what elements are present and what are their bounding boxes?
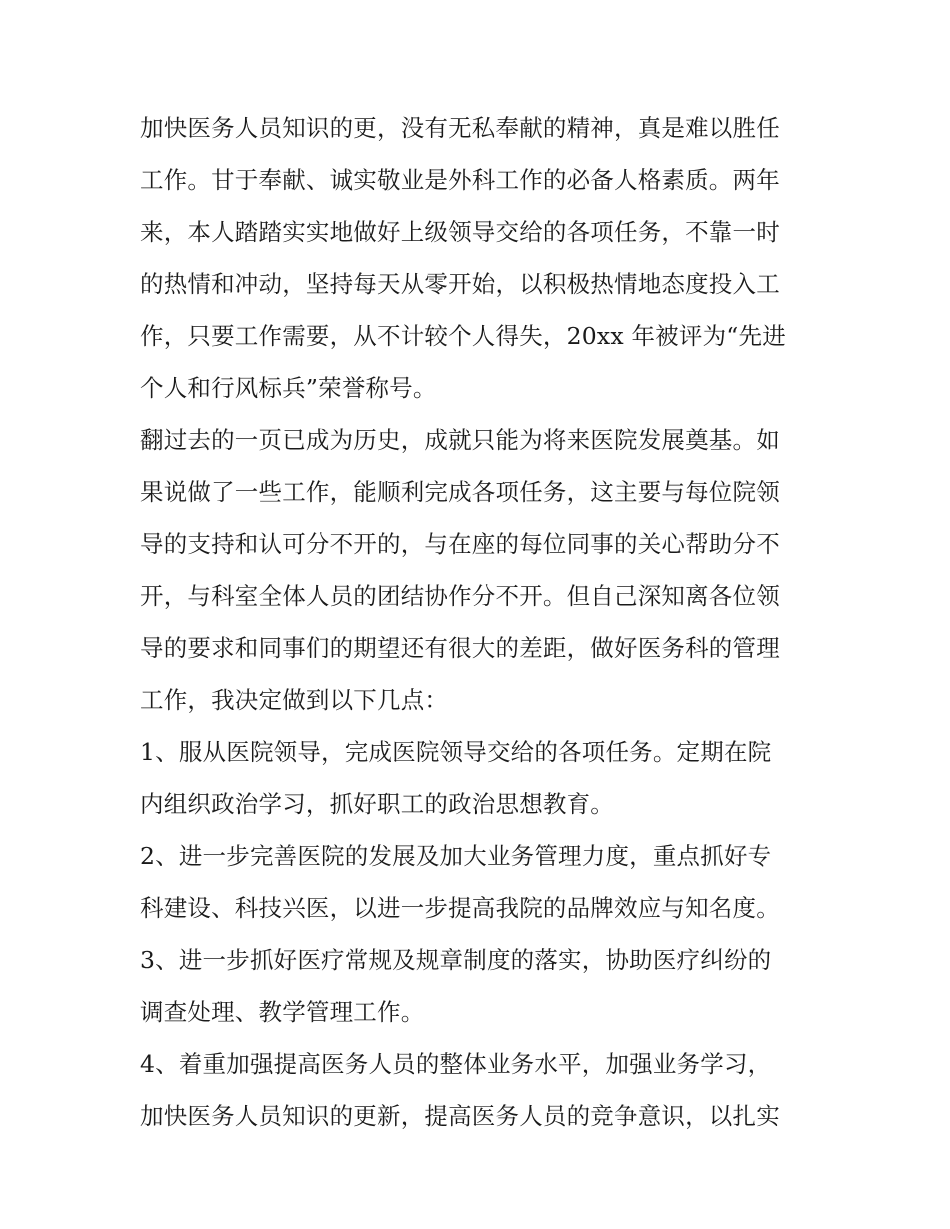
text-line: 果说做了一些工作，能顺利完成各项任务，这主要与每位院领 xyxy=(140,478,780,506)
text-line: 个人和行风标兵”荣誉称号。 xyxy=(140,374,437,402)
text-line: 来，本人踏踏实实地做好上级领导交给的各项任务，不靠一时 xyxy=(140,218,780,246)
text-line: 1、服从医院领导，完成医院领导交给的各项任务。定期在院 xyxy=(140,738,772,766)
text-line: 2、进一步完善医院的发展及加大业务管理力度，重点抓好专 xyxy=(140,842,772,870)
text-line: 加快医务人员知识的更，没有无私奉献的精神，真是难以胜任 xyxy=(140,114,780,142)
text-line: 工作，我决定做到以下几点： xyxy=(140,686,449,714)
text-line: 翻过去的一页已成为历史，成就只能为将来医院发展奠基。如 xyxy=(140,426,780,454)
text-line: 加快医务人员知识的更新，提高医务人员的竞争意识，以扎实 xyxy=(140,1102,780,1130)
text-line: 导的要求和同事们的期望还有很大的差距，做好医务科的管理 xyxy=(140,634,780,662)
text-line: 开，与科室全体人员的团结协作分不开。但自己深知离各位领 xyxy=(140,582,780,610)
text-line: 导的支持和认可分不开的，与在座的每位同事的关心帮助分不 xyxy=(140,530,780,558)
text-line: 的热情和冲动，坚持每天从零开始，以积极热情地态度投入工 xyxy=(140,270,780,298)
text-line: 工作。甘于奉献、诚实敬业是外科工作的必备人格素质。两年 xyxy=(140,166,780,194)
text-line: 调查处理、教学管理工作。 xyxy=(140,998,425,1026)
text-line: 作，只要工作需要，从不计较个人得失，20xx 年被评为“先进 xyxy=(140,322,786,350)
text-line: 内组织政治学习，抓好职工的政治思想教育。 xyxy=(140,790,614,818)
text-line: 科建设、科技兴医，以进一步提高我院的品牌效应与知名度。 xyxy=(140,894,780,922)
text-line: 4、着重加强提高医务人员的整体业务水平，加强业务学习， xyxy=(140,1050,772,1078)
text-line: 3、进一步抓好医疗常规及规章制度的落实，协助医疗纠纷的 xyxy=(140,946,772,974)
